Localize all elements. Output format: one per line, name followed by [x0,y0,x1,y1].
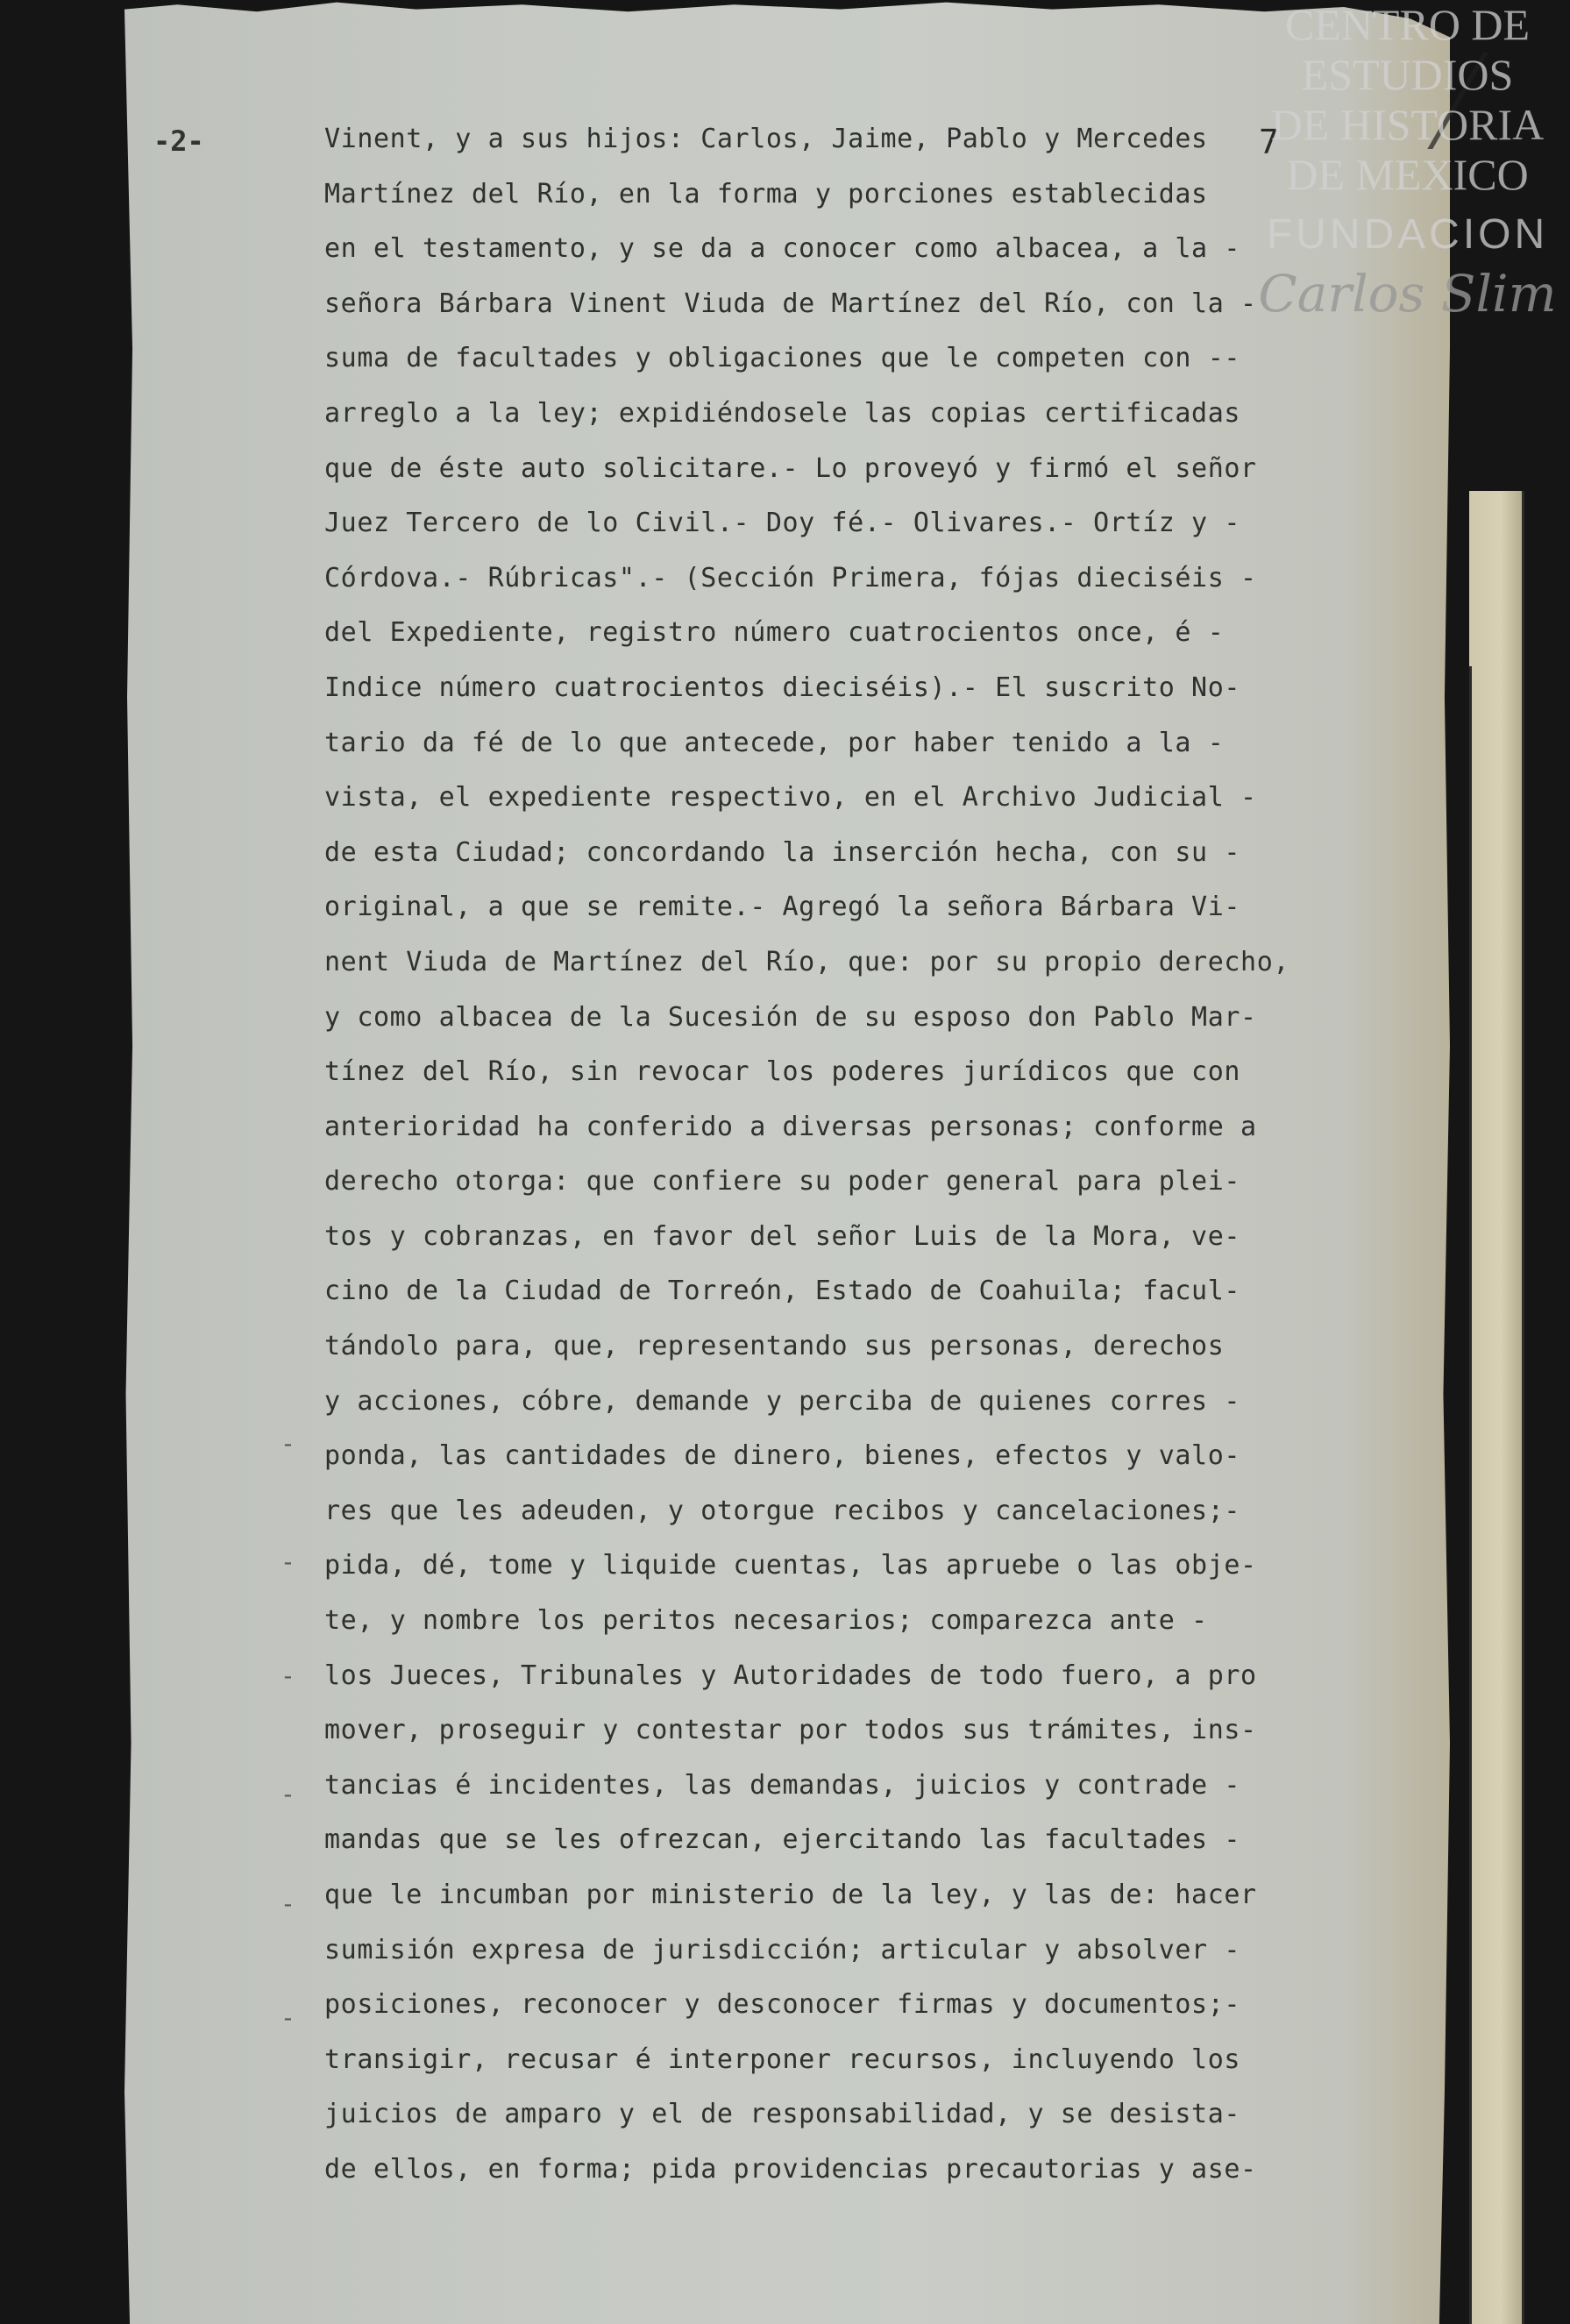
text-line: en el testamento, y se da a conocer como albacea, a la - [324,233,1241,265]
text-line: Vinent, y a sus hijos: Carlos, Jaime, Pablo y Mercedes [324,124,1208,154]
binding-edge [1469,491,1522,2324]
text-line: juicios de amparo y el de responsabilidad, y se desista- [324,2099,1241,2130]
text-line: tancias é incidentes, las demandas, juicios y contrade - [324,1769,1241,1801]
margin-mark: - [281,1889,297,1918]
text-line: del Expediente, registro número cuatrocientos once, é - [324,617,1225,649]
text-line: posiciones, reconocer y desconocer firmas y documentos;- [324,1989,1241,2021]
text-line: tos y cobranzas, en favor del señor Luis de la Mora, ve- [324,1220,1241,1252]
text-line: que le incumban por ministerio de la ley, y las de: hacer [324,1880,1257,1910]
text-line: original, a que se remite.- Agregó la señora Bárbara Vi- [324,892,1241,923]
text-line: Indice número cuatrocientos dieciséis).- El suscrito No- [324,672,1241,703]
text-line: mover, proseguir y contestar por todos sus trámites, ins- [324,1715,1257,1746]
binding-line [1522,491,1524,2324]
text-line: Juez Tercero de lo Civil.- Doy fé.- Olivares.- Ortíz y - [324,508,1241,539]
binding-line [1469,666,1472,2324]
page-number: -2- [153,124,204,158]
text-line: transigir, recusar é interponer recursos, incluyendo los [324,2043,1241,2075]
text-line: mandas que se les ofrezcan, ejercitando las facultades - [324,1824,1241,1856]
text-line: tario da fé de lo que antecede, por haber tenido a la - [324,727,1225,758]
watermark-line: CENTRO DE [1284,0,1531,49]
text-line: te, y nombre los peritos necesarios; comparezca ante - [324,1605,1208,1637]
text-line: nent Viuda de Martínez del Río, que: por su propio derecho, [324,946,1290,977]
margin-mark: - [281,1661,297,1690]
watermark-line: DE MEXICO [1286,150,1529,199]
text-line: de ellos, en forma; pida providencias precautorias y ase- [324,2153,1257,2185]
document-body-text [324,112,1324,2198]
text-line: anterioridad ha conferido a diversas personas; conforme a [324,1111,1257,1142]
text-line: derecho otorga: que confiere su poder general para plei- [324,1166,1241,1198]
text-line: ponda, las cantidades de dinero, bienes, efectos y valo- [324,1440,1241,1472]
text-line: señora Bárbara Vinent Viuda de Martínez del Río, con la - [324,288,1257,319]
text-line: res que les adeuden, y otorgue recibos y cancelaciones;- [324,1495,1241,1526]
margin-mark: - [281,1547,297,1576]
text-line: vista, el expediente respectivo, en el Archivo Judicial - [324,782,1257,814]
text-line: de esta Ciudad; concordando la inserción hecha, con su - [324,836,1241,868]
text-line: que de éste auto solicitare.- Lo proveyó y firmó el señor [324,452,1257,484]
margin-mark: - [281,2003,297,2032]
text-line: cino de la Ciudad de Torreón, Estado de Coahuila; facul- [324,1276,1241,1307]
text-line: Córdova.- Rúbricas".- (Sección Primera, fójas dieciséis - [324,562,1257,593]
text-line: tándolo para, que, representando sus personas, derechos [324,1331,1225,1362]
text-line: los Jueces, Tribunales y Autoridades de todo fuero, a pro [324,1659,1257,1691]
text-line: tínez del Río, sin revocar los poderes jurídicos que con [324,1056,1241,1088]
margin-mark: - [281,1429,297,1458]
text-line: arreglo a la ley; expidiéndosele las copias certificadas [324,397,1241,429]
text-line: y acciones, cóbre, demande y perciba de quienes corres - [324,1385,1241,1417]
text-line: y como albacea de la Sucesión de su esposo don Pablo Mar- [324,1001,1257,1033]
text-line: suma de facultades y obligaciones que le competen con -- [324,343,1241,374]
watermark-signature: Carlos Slim [1258,264,1557,323]
text-line: sumisión expresa de jurisdicción; articular y absolver - [324,1934,1241,1965]
watermark [1245,0,1570,394]
watermark-foundation: FUNDACION [1266,211,1549,258]
watermark-line: DE HISTORIA [1270,100,1545,149]
margin-mark: - [281,1780,297,1809]
watermark-line: ESTUDIOS [1301,50,1514,99]
text-line: Martínez del Río, en la forma y porciones establecidas [324,178,1208,210]
text-line: pida, dé, tome y liquide cuentas, las apruebe o las obje- [324,1550,1257,1581]
folio-mark: 7 [1259,123,1279,161]
